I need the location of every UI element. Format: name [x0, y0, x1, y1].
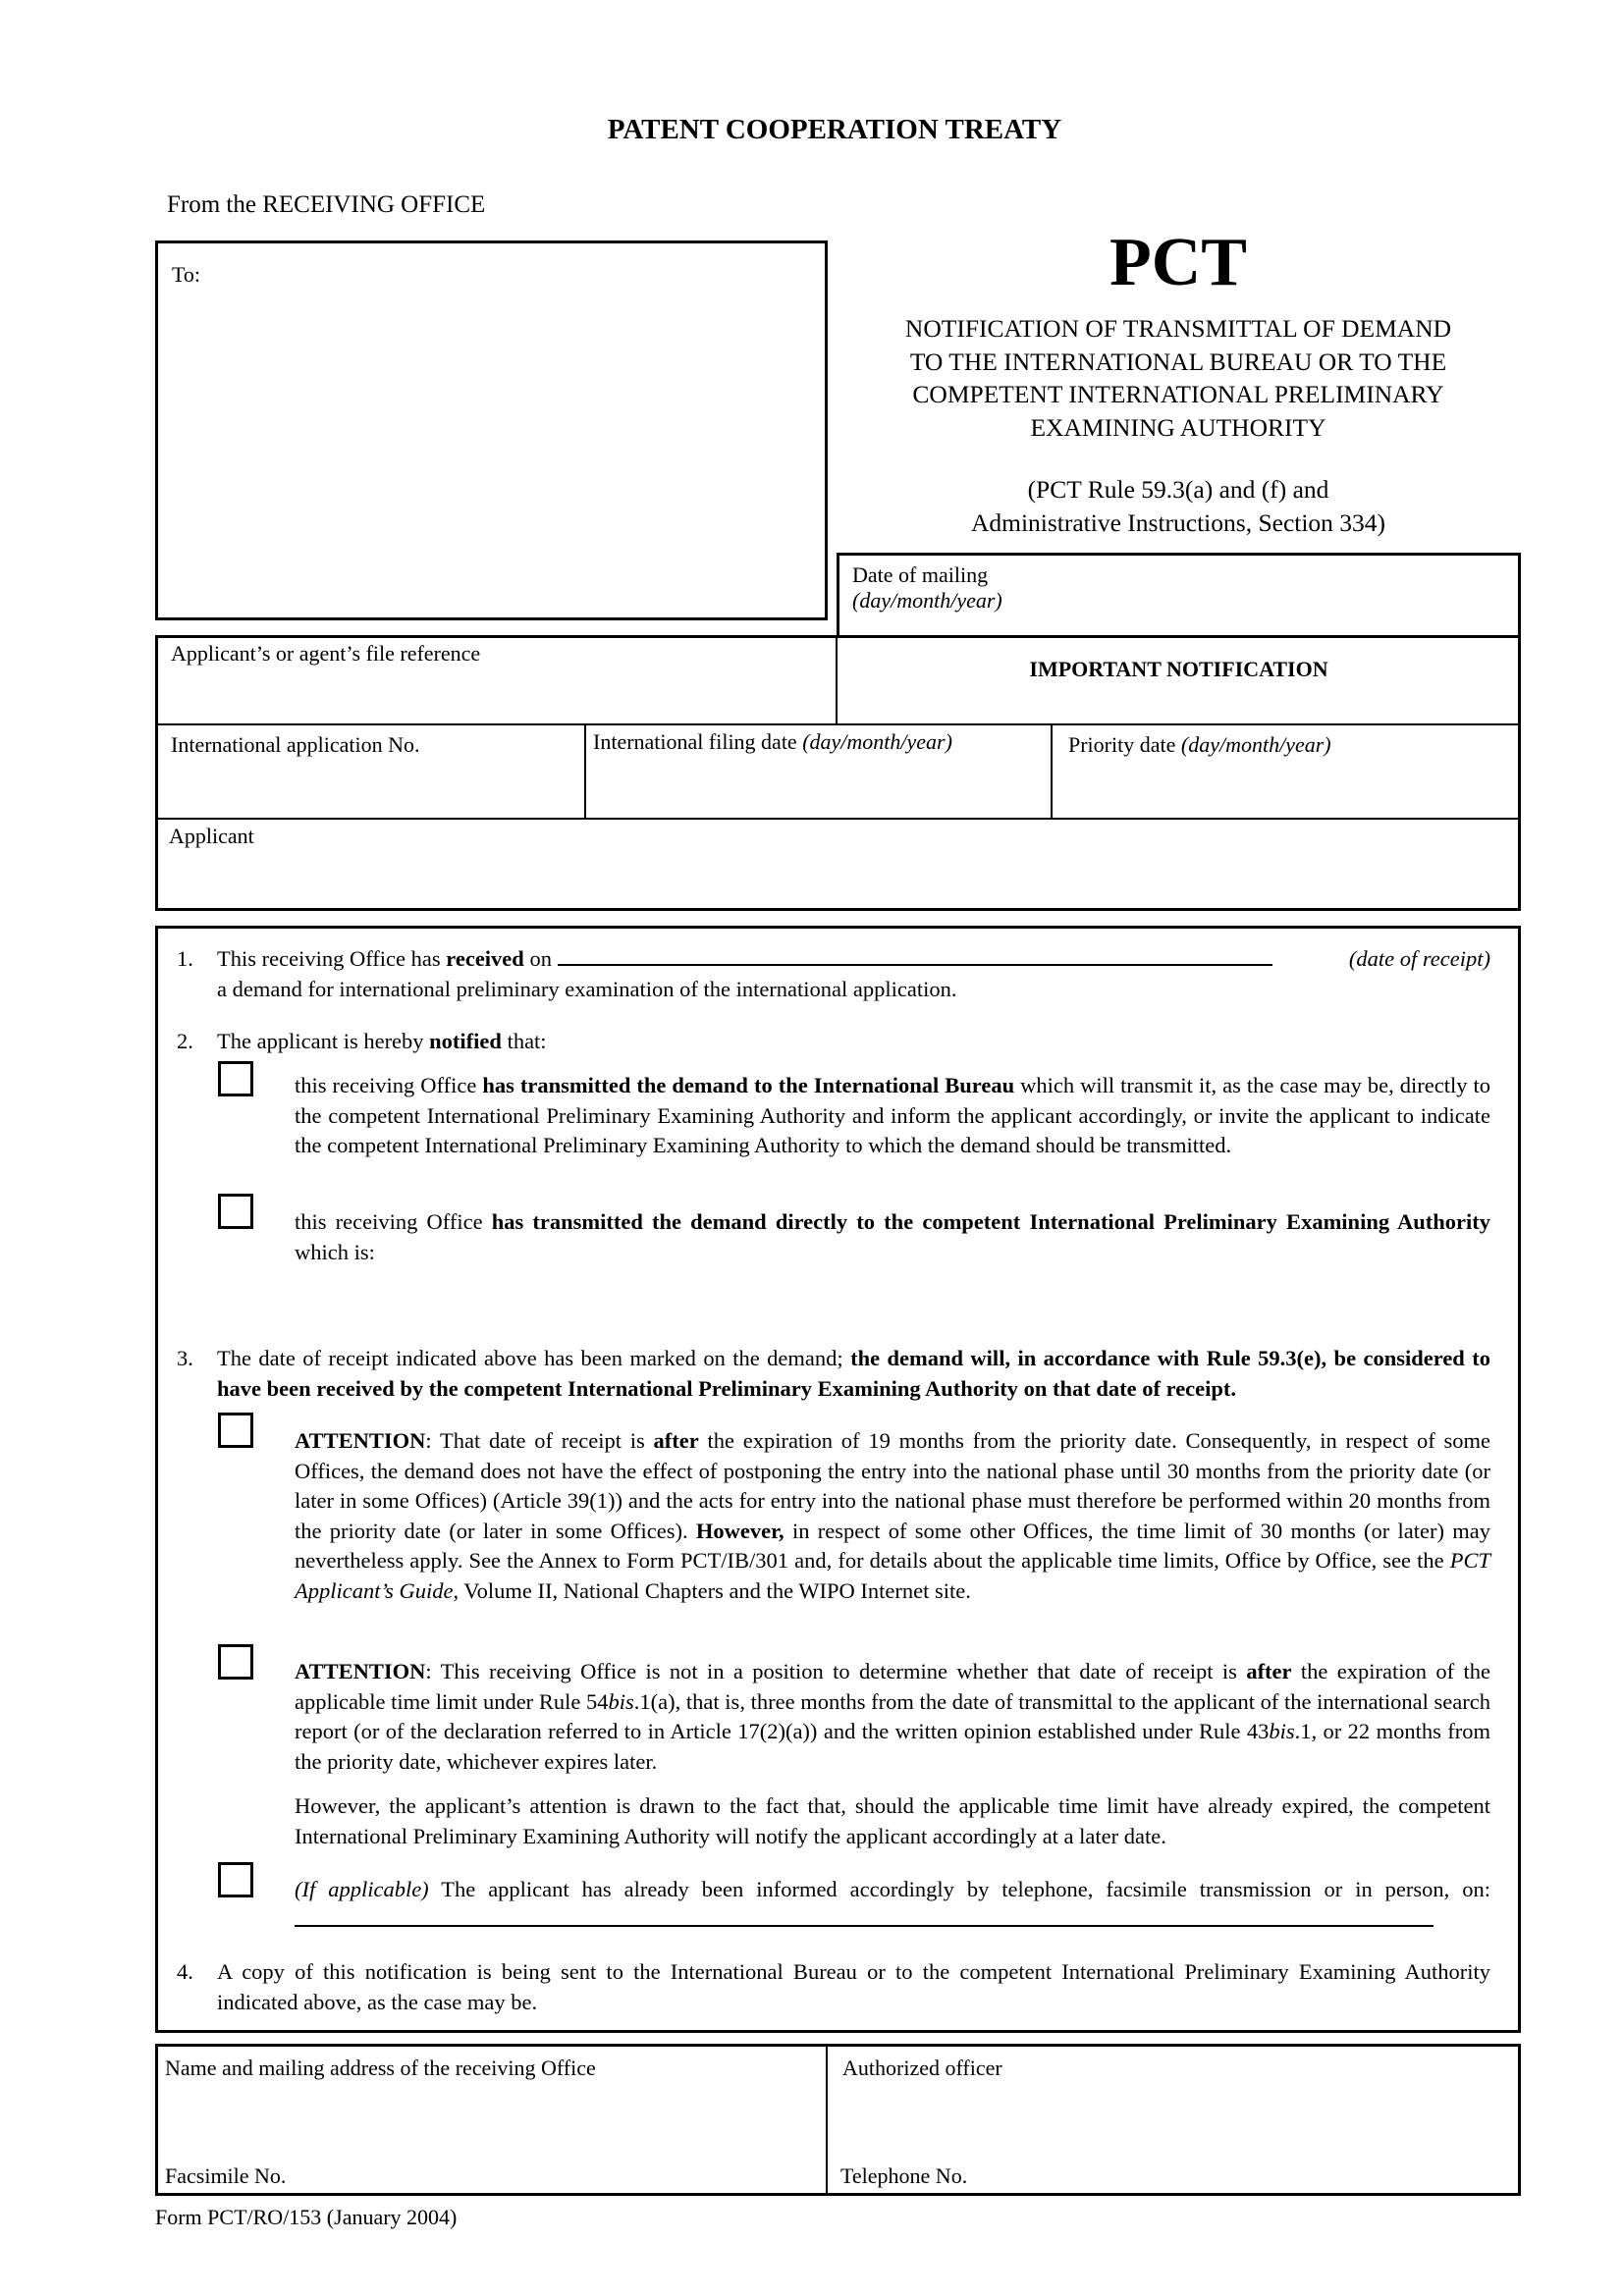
date-of-mailing-label: Date of mailing [852, 562, 989, 587]
form-title-line: EXAMINING AUTHORITY [1030, 412, 1326, 442]
filing-date-label [593, 728, 952, 756]
text-segment: has transmitted the demand to the International Bureau [482, 1073, 1015, 1097]
form-identifier: Form PCT/RO/153 (January 2004) [155, 2205, 458, 2229]
pct-logo: PCT [1109, 225, 1247, 300]
checkbox-transmitted-to-ipea[interactable] [218, 1194, 253, 1229]
text-segment: after [1246, 1659, 1292, 1683]
text-segment: PCT Applicant’s Guide [295, 1548, 1490, 1603]
addressee-box [155, 240, 828, 620]
text-segment: has transmitted the demand directly to the competent International Preliminary Examining Authority [491, 1209, 1490, 1234]
text-segment: that: [501, 1029, 547, 1053]
facsimile-label: Facsimile No. [165, 2163, 287, 2188]
text-segment: after [653, 1428, 699, 1453]
attention-time-limit [295, 1657, 1490, 1777]
text-segment: notified [429, 1029, 502, 1053]
file-reference-label: Applicant’s or agent’s file reference [171, 641, 481, 666]
document-title: PATENT COOPERATION TREATY [607, 114, 1062, 145]
from-receiving-office: From the RECEIVING OFFICE [167, 191, 486, 218]
text-segment: The date of receipt indicated above has been marked on the demand; [217, 1346, 851, 1370]
item-1-text [217, 946, 1272, 971]
item-1 [217, 944, 1490, 1004]
text-segment: : This receiving Office is not in a position to determine whether that date of receipt is [425, 1659, 1247, 1683]
applicant-label: Applicant [169, 824, 254, 848]
rule-line: Administrative Instructions, Section 334) [970, 507, 1386, 537]
text-segment: this receiving Office [295, 1209, 492, 1234]
text-segment: This receiving Office has [217, 946, 447, 971]
text-segment: in respect of some other Offices, the time limit of 30 months (or later) may nevertheless apply. See the Annex to Form PCT/IB/301 and, for details about the applicable time limits, Office by Office, see the [295, 1518, 1490, 1573]
date-of-receipt-label: (date of receipt) [1348, 946, 1490, 971]
important-notification: IMPORTANT NOTIFICATION [1029, 657, 1328, 681]
checkbox-attention-19-months[interactable] [218, 1413, 253, 1448]
text-segment: ATTENTION [295, 1659, 426, 1683]
office-address-label: Name and mailing address of the receiving Office [165, 2056, 596, 2080]
divider [155, 818, 1521, 820]
filing-date-format: (day/month/year) [802, 729, 952, 754]
attention-note: However, the applicant’s attention is drawn to the fact that, should the applicable time limit have already expired, the competent International Preliminary Examining Authority will notify the applicant accordingly at a later date. [295, 1793, 1490, 1848]
checkbox-attention-time-limit[interactable] [218, 1644, 253, 1680]
text-segment: received [446, 946, 524, 971]
checkbox-already-informed[interactable] [218, 1862, 253, 1897]
priority-date-label [1068, 731, 1331, 759]
text-segment: ATTENTION [295, 1428, 426, 1453]
text-segment: bis [608, 1688, 634, 1714]
text-segment: which is: [295, 1239, 375, 1264]
item-3 [217, 1344, 1490, 1404]
text-segment: the expiration of the applicable time limit under Rule 54 [295, 1659, 1490, 1714]
item-number: 4. [177, 1959, 193, 1984]
filing-date-text: International filing date [593, 729, 797, 754]
already-informed [295, 1875, 1490, 1935]
item-1-line2: a demand for international preliminary examination of the international application. [217, 976, 957, 1001]
divider [155, 723, 1521, 725]
text-segment: (If applicable) [295, 1877, 429, 1901]
text-segment: which will transmit it, as the case may be, directly to the competent International Preliminary Examining Authority and inform the applicant accordingly, or invite the applicant to indicate the competent International Preliminary Examining Authority to which the demand should be transmitted. [295, 1073, 1491, 1157]
text-segment: The applicant is hereby [217, 1029, 430, 1053]
item-number: 3. [177, 1346, 193, 1370]
text-segment: However, [695, 1518, 784, 1543]
date-blank-line[interactable] [558, 944, 1272, 966]
form-title [837, 312, 1520, 444]
authorized-officer-label: Authorized officer [842, 2056, 1002, 2080]
item-number: 2. [177, 1029, 193, 1053]
date-of-mailing-field[interactable] [837, 553, 1521, 638]
text-segment: .1, or 22 months from the priority date, whichever expires later. [295, 1719, 1490, 1774]
form-title-line: TO THE INTERNATIONAL BUREAU OR TO THE [909, 347, 1447, 376]
divider [1051, 723, 1053, 819]
intl-app-no-label: International application No. [171, 732, 420, 757]
item-number: 1. [177, 946, 193, 971]
text-segment: on [523, 946, 558, 971]
item-4: A copy of this notification is being sent to the International Bureau or to the competent International Preliminary Examining Authority indicated above, as the case may be. [217, 1959, 1490, 2014]
rule-reference [837, 473, 1520, 539]
item-2 [217, 1027, 1490, 1057]
text-segment: the demand will, in accordance with Rule 59.3(e), be considered to have been received by the competent International Preliminary Examining Authority on that date of receipt. [217, 1346, 1490, 1401]
date-blank-line[interactable] [295, 1905, 1434, 1927]
rule-line: (PCT Rule 59.3(a) and (f) and [1027, 475, 1329, 504]
option-transmitted-to-ib [295, 1071, 1490, 1161]
priority-date-text: Priority date [1068, 732, 1176, 757]
option-transmitted-to-ipea [295, 1207, 1490, 1267]
date-format-hint: (day/month/year) [852, 588, 1002, 613]
text-segment: the expiration of 19 months from the priority date. Consequently, in respect of some Offices, the demand does not have the effect of postponing the entry into the national phase until 30 months from the priority date (or later in some Offices) (Article 39(1)) and the acts for entry into the national phase must therefore be performed within 20 months from the priority date (or later in some Offices). [295, 1428, 1490, 1543]
text-segment: , Volume II, National Chapters and the WIPO Internet site. [453, 1577, 971, 1603]
to-label: To: [172, 262, 201, 287]
form-title-line: COMPETENT INTERNATIONAL PRELIMINARY [912, 380, 1444, 408]
text-segment: .1(a), that is, three months from the date of transmittal to the applicant of the international search report (or of the declaration referred to in Article 17(2)(a)) and the written opinion established under Rule 43 [295, 1688, 1490, 1743]
divider [584, 723, 586, 819]
text-segment: : That date of receipt is [425, 1428, 654, 1453]
text-segment: this receiving Office [295, 1073, 483, 1097]
text-segment: bis [1269, 1719, 1295, 1743]
attention-19-months [295, 1426, 1490, 1606]
text-segment: The applicant has already been informed accordingly by telephone, facsimile transmission or in person, on: [428, 1877, 1490, 1901]
form-title-line: NOTIFICATION OF TRANSMITTAL OF DEMAND [904, 314, 1452, 343]
telephone-label: Telephone No. [840, 2163, 968, 2188]
priority-date-format: (day/month/year) [1180, 732, 1331, 757]
checkbox-transmitted-to-ib[interactable] [218, 1061, 253, 1096]
divider [826, 2044, 828, 2196]
